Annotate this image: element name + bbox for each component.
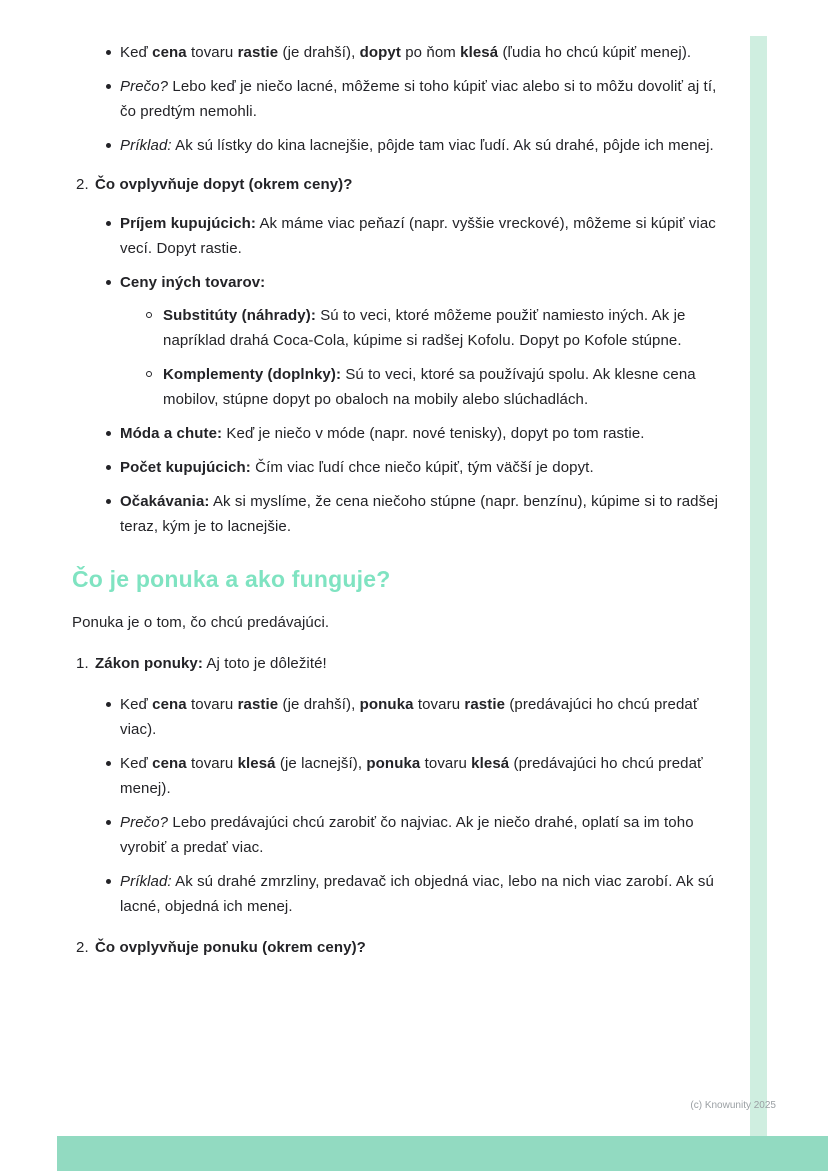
list-item: [105, 40, 724, 65]
bullet-icon: [106, 499, 111, 504]
list-item-text: Príklad: Ak sú drahé zmrzliny, predavač ich objedná viac, lebo na nich viac zarobí. Ak sú lacné, objedná ich menej.: [120, 873, 714, 915]
circle-bullet-icon: [146, 312, 152, 318]
bullet-icon: [106, 143, 111, 148]
list-item: [105, 133, 724, 158]
numbered-item-text: Čo ovplyvňuje dopyt (okrem ceny)?: [95, 176, 353, 193]
list-item: [146, 303, 724, 353]
demand-factors-bullet-list: [105, 211, 724, 539]
list-item-text: Keď cena tovaru rastie (je drahší), ponuka tovaru rastie (predávajúci ho chcú predať viac).: [120, 696, 699, 738]
bullet-icon: [106, 84, 111, 89]
list-item: [105, 810, 724, 860]
list-item-text: Počet kupujúcich: Čím viac ľudí chce niečo kúpiť, tým väčší je dopyt.: [120, 459, 594, 476]
list-item-text: Komplementy (doplnky): Sú to veci, ktoré sa používajú spolu. Ak klesne cena mobilov, stúpne dopyt po obaloch na mobily alebo slúchadlách.: [163, 366, 696, 408]
list-item: [105, 455, 724, 480]
bullet-icon: [106, 702, 111, 707]
bullet-icon: [106, 221, 111, 226]
numbered-item-text: Zákon ponuky: Aj toto je dôležité!: [95, 655, 327, 672]
list-item-text: Očakávania: Ak si myslíme, že cena niečoho stúpne (napr. benzínu), kúpime si to radšej teraz, kým je to lacnejšie.: [120, 493, 719, 535]
list-number: 2.: [76, 939, 89, 956]
copyright-footer: (c) Knowunity 2025: [690, 1100, 776, 1111]
document-content: [72, 40, 724, 960]
list-number: 1.: [76, 655, 89, 672]
bullet-icon: [106, 50, 111, 55]
list-item-text: Móda a chute: Keď je niečo v móde (napr. nové tenisky), dopyt po tom rastie.: [120, 425, 645, 442]
list-item-text: Príklad: Ak sú lístky do kina lacnejšie, pôjde tam viac ľudí. Ak sú drahé, pôjde ich menej.: [120, 137, 714, 154]
list-number: 2.: [76, 176, 89, 193]
list-item: [105, 692, 724, 742]
supply-law-bullet-list: [105, 692, 724, 919]
circle-bullet-icon: [146, 371, 152, 377]
demand-law-bullet-list: [105, 40, 724, 158]
bullet-icon: [106, 820, 111, 825]
numbered-item: [76, 172, 724, 197]
list-item: [105, 74, 724, 124]
list-item: [105, 751, 724, 801]
list-item: [105, 869, 724, 919]
numbered-item: [76, 651, 724, 676]
bullet-icon: [106, 280, 111, 285]
list-item: [105, 421, 724, 446]
list-item: [105, 489, 724, 539]
bullet-icon: [106, 879, 111, 884]
bullet-icon: [106, 431, 111, 436]
list-item: [146, 362, 724, 412]
accent-side-stripe: [750, 36, 767, 1136]
sub-bullet-list: [146, 303, 724, 412]
intro-paragraph: Ponuka je o tom, čo chcú predávajúci.: [72, 614, 330, 631]
list-item-text: Keď cena tovaru rastie (je drahší), dopyt po ňom klesá (ľudia ho chcú kúpiť menej).: [120, 44, 692, 61]
list-item-text: Prečo? Lebo keď je niečo lacné, môžeme si toho kúpiť viac alebo si to môžu dovoliť aj tí, čo predtým nemohli.: [120, 78, 717, 120]
numbered-item-text: Čo ovplyvňuje ponuku (okrem ceny)?: [95, 939, 366, 956]
numbered-item: [76, 935, 724, 960]
accent-bottom-bar: [57, 1136, 828, 1171]
list-item-text: Prečo? Lebo predávajúci chcú zarobiť čo najviac. Ak je niečo drahé, oplatí sa im toho vyrobiť a predať viac.: [120, 814, 694, 856]
bullet-icon: [106, 465, 111, 470]
list-item-text: Ceny iných tovarov:: [120, 274, 266, 291]
list-item-text: Substitúty (náhrady): Sú to veci, ktoré môžeme použiť namiesto iných. Ak je napríklad drahá Coca-Cola, kúpime si radšej Kofolu. Dopyt po Kofole stúpne.: [163, 307, 686, 349]
list-item-text: Príjem kupujúcich: Ak máme viac peňazí (napr. vyššie vreckové), môžeme si kúpiť viac vecí. Dopyt rastie.: [120, 215, 716, 257]
section-heading: Čo je ponuka a ako funguje?: [72, 566, 391, 592]
list-item: [105, 270, 724, 412]
list-item: [105, 211, 724, 261]
bullet-icon: [106, 761, 111, 766]
list-item-text: Keď cena tovaru klesá (je lacnejší), ponuka tovaru klesá (predávajúci ho chcú predať menej).: [120, 755, 703, 797]
